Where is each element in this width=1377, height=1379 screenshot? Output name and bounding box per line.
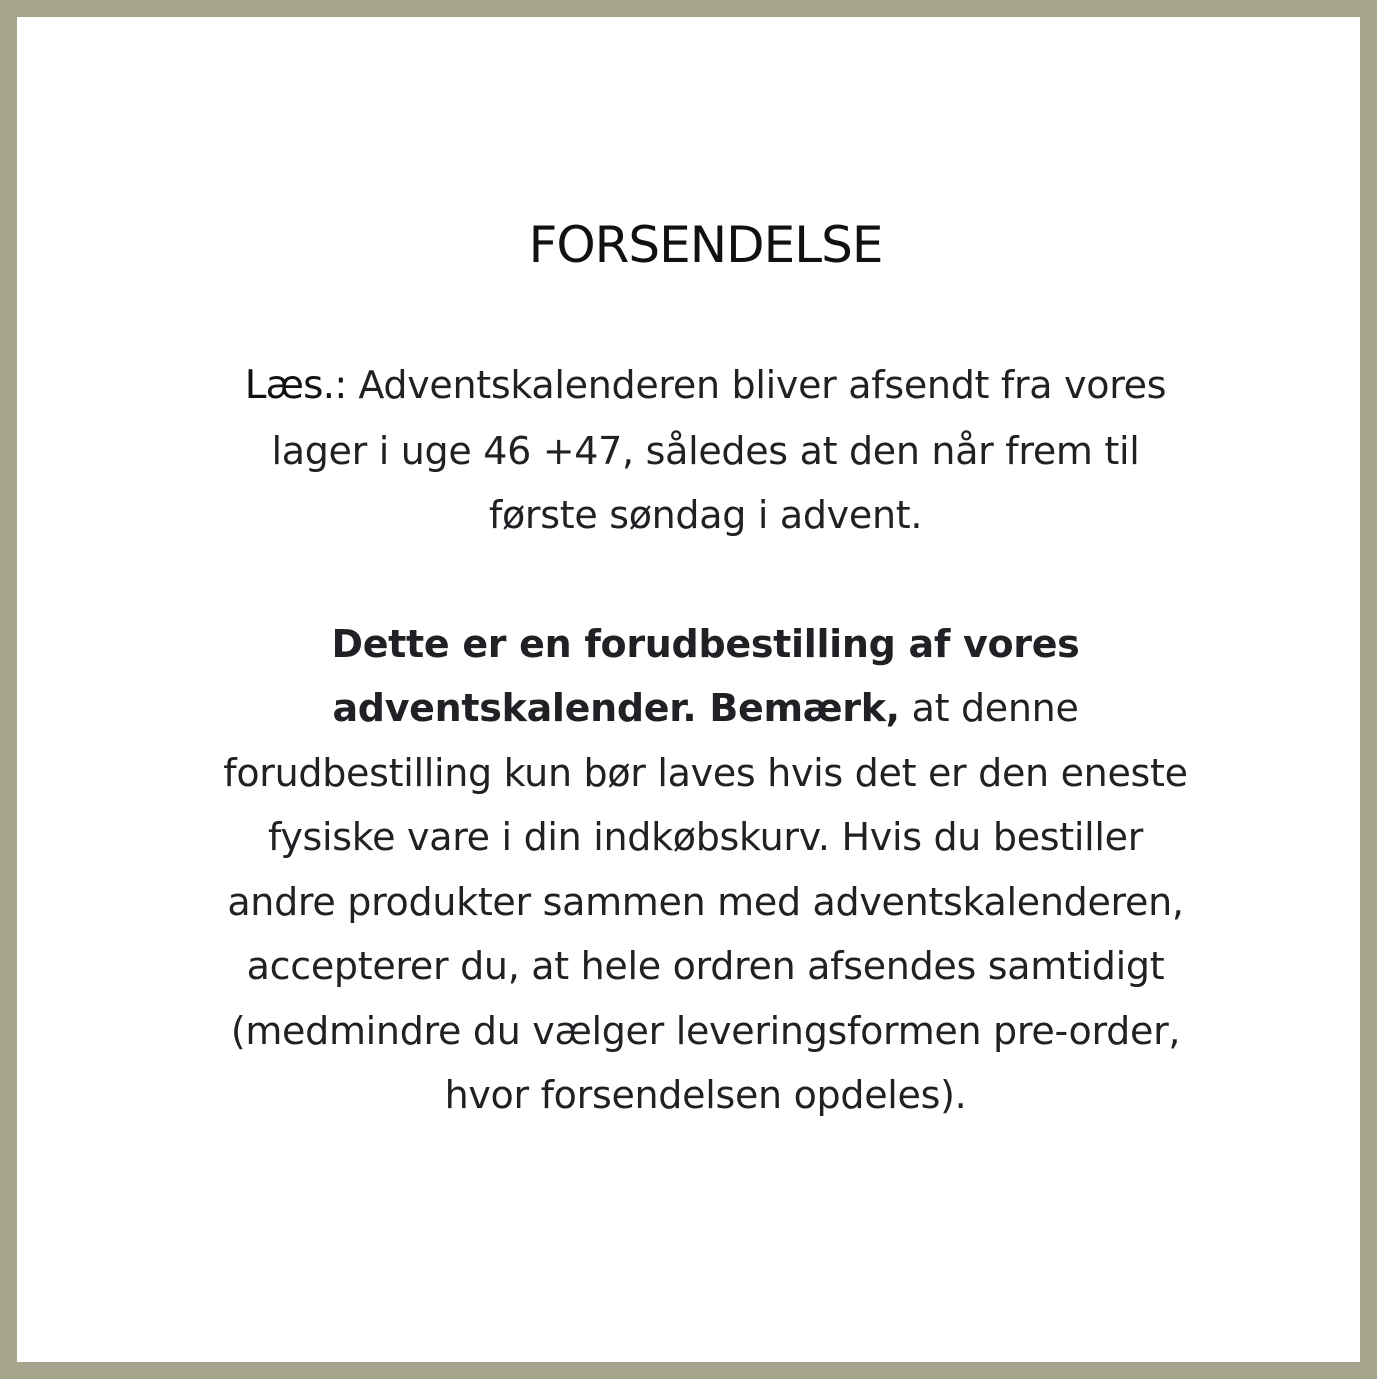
preorder-note-bold: Dette er en forudbestilling af vores adventskalender. Bemærk, bbox=[331, 621, 1080, 730]
page-title: FORSENDELSE bbox=[528, 216, 883, 274]
shipping-note-text: Adventskalenderen bliver afsendt fra vores lager i uge 46 +47, således at den når frem til første søndag i advent. bbox=[271, 363, 1167, 537]
shipping-note-label: Læs.: bbox=[244, 363, 347, 408]
shipping-note bbox=[236, 353, 1176, 548]
preorder-note bbox=[221, 612, 1191, 1128]
card-content bbox=[197, 213, 1214, 1128]
preorder-note-text: at denne forudbestilling kun bør laves hvis det er den eneste fysiske vare i din indkøbskurv. Hvis du bestiller andre produkter sammen med adventskalenderen, accepterer du, at hele ordren afsendes samtidigt (medmindre du vælger leveringsformen pre-order, hvor forsendelsen opdeles). bbox=[223, 686, 1188, 1117]
